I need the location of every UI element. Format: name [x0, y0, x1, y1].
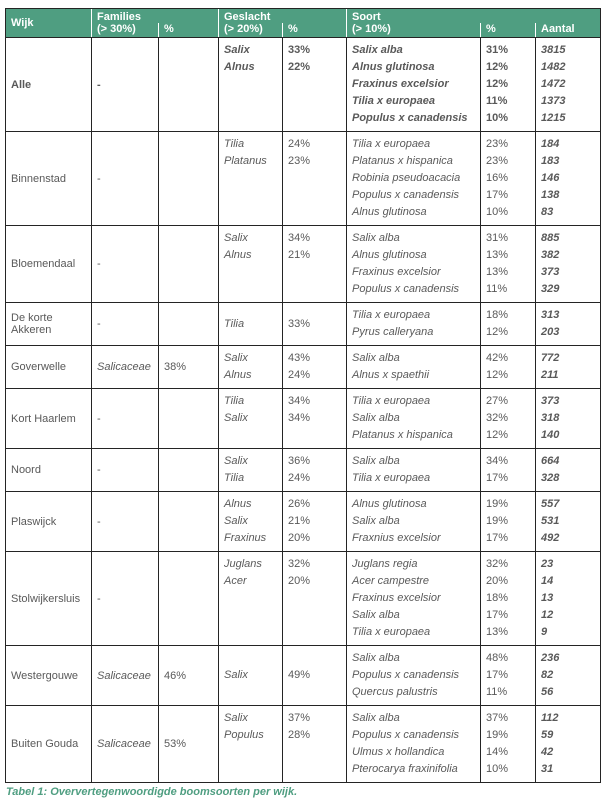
genus-pct-cell	[283, 345, 347, 388]
table-caption: Tabel 1: Oververtegenwoordigde boomsoorten per wijk.	[6, 786, 298, 798]
species-pct-cell	[481, 551, 536, 645]
wijk-cell: De korte Akkeren	[6, 302, 92, 345]
species-pct: 34%	[486, 455, 509, 467]
species-count: 203	[541, 326, 560, 338]
species-pct: 17%	[486, 189, 509, 201]
species-name: Tilia x europaea	[352, 626, 431, 638]
species-pct-cell	[481, 491, 536, 551]
genus-pct: 23%	[288, 155, 311, 167]
species-cell	[347, 225, 481, 302]
genus-pct-cell	[283, 448, 347, 491]
genus-pct: 24%	[288, 369, 311, 381]
species-pct: 10%	[486, 763, 509, 775]
wijk-cell: Binnenstad	[6, 131, 92, 225]
genus-cell	[219, 448, 283, 491]
species-pct: 19%	[486, 729, 509, 741]
species-count: 328	[541, 472, 560, 484]
species-count: 318	[541, 412, 560, 424]
species-name: Robinia pseudoacacia	[352, 172, 461, 184]
genus-pct: 26%	[288, 498, 311, 510]
species-pct: 10%	[486, 112, 509, 124]
aantal-cell	[536, 345, 600, 388]
family-pct-cell	[159, 225, 219, 302]
genus-pct-cell	[283, 705, 347, 782]
species-name: Platanus x hispanica	[352, 429, 453, 441]
species-name: Tilia x europaea	[352, 395, 431, 407]
genus-name: Tilia	[224, 395, 245, 407]
species-count: 373	[541, 266, 560, 278]
aantal-cell	[536, 37, 600, 131]
genus-pct-cell	[283, 131, 347, 225]
species-cell	[347, 448, 481, 491]
genus-name: Salix	[224, 455, 248, 467]
species-cell	[347, 345, 481, 388]
species-name: Fraxinus excelsior	[352, 266, 441, 278]
species-count: 140	[541, 429, 560, 441]
col-header-families: Families	[92, 9, 219, 23]
genus-pct-cell	[283, 225, 347, 302]
genus-pct: 49%	[288, 669, 311, 681]
species-count: 42	[541, 746, 554, 758]
species-count: 13	[541, 592, 554, 604]
table-row	[6, 37, 600, 131]
species-count: 313	[541, 309, 560, 321]
species-pct: 17%	[486, 609, 509, 621]
wijk-cell: Noord	[6, 448, 92, 491]
species-name: Salix alba	[352, 232, 400, 244]
genus-name: Tilia	[224, 138, 245, 150]
species-pct: 20%	[486, 575, 509, 587]
aantal-cell	[536, 131, 600, 225]
species-count: 664	[541, 455, 560, 467]
genus-name: Platanus	[224, 155, 267, 167]
table-row	[6, 645, 600, 705]
species-pct: 23%	[486, 138, 509, 150]
genus-name: Salix	[224, 712, 248, 724]
species-name: Salix alba	[352, 609, 400, 621]
genus-pct: 28%	[288, 729, 311, 741]
species-pct: 19%	[486, 498, 509, 510]
genus-pct: 37%	[288, 712, 311, 724]
species-pct: 18%	[486, 592, 509, 604]
genus-name: Acer	[224, 575, 247, 587]
genus-name: Salix	[224, 412, 248, 424]
genus-cell	[219, 225, 283, 302]
genus-pct-cell	[283, 551, 347, 645]
col-header-wijk: Wijk	[6, 9, 92, 37]
genus-name: Tilia	[224, 472, 245, 484]
species-name: Ulmus x hollandica	[352, 746, 445, 758]
species-cell	[347, 131, 481, 225]
species-pct-cell	[481, 345, 536, 388]
genus-cell	[219, 37, 283, 131]
species-name: Populus x canadensis	[352, 729, 460, 741]
species-pct: 19%	[486, 515, 509, 527]
table-header	[6, 9, 600, 37]
species-pct-cell	[481, 225, 536, 302]
species-count: 59	[541, 729, 554, 741]
species-cell	[347, 705, 481, 782]
genus-name: Tilia	[224, 317, 245, 330]
species-name: Juglans regia	[352, 558, 418, 570]
wijk-cell: Stolwijkersluis	[6, 551, 92, 645]
species-count: 83	[541, 206, 554, 218]
wijk-cell: Westergouwe	[6, 645, 92, 705]
species-pct: 10%	[486, 206, 509, 218]
species-pct: 17%	[486, 669, 509, 681]
species-count: 183	[541, 155, 560, 167]
species-count: 382	[541, 249, 560, 261]
species-pct: 12%	[486, 61, 509, 73]
species-pct-cell	[481, 131, 536, 225]
species-count: 82	[541, 669, 554, 681]
species-name: Populus x canadensis	[352, 112, 468, 124]
species-name: Salix alba	[352, 352, 400, 364]
family-pct-cell	[159, 551, 219, 645]
species-count: 531	[541, 515, 560, 527]
genus-pct: 21%	[288, 515, 311, 527]
species-pct: 37%	[486, 712, 509, 724]
species-count: 184	[541, 138, 560, 150]
species-pct: 32%	[486, 412, 509, 424]
species-pct: 11%	[486, 283, 508, 295]
species-pct: 12%	[486, 429, 509, 441]
species-pct: 32%	[486, 558, 509, 570]
species-name: Fraxnius excelsior	[352, 532, 441, 544]
species-count: 56	[541, 686, 554, 698]
genus-pct-cell	[283, 37, 347, 131]
family-cell: -	[92, 131, 159, 225]
genus-pct-cell	[283, 388, 347, 448]
species-name: Populus x canadensis	[352, 669, 460, 681]
aantal-cell	[536, 388, 600, 448]
species-count: 772	[541, 352, 560, 364]
species-count: 146	[541, 172, 560, 184]
species-name: Salix alba	[352, 412, 400, 424]
species-name: Alnus glutinosa	[352, 249, 427, 261]
genus-pct: 34%	[288, 395, 311, 407]
family-pct-cell: 53%	[159, 705, 219, 782]
species-pct: 31%	[486, 44, 509, 56]
wijk-cell: Kort Haarlem	[6, 388, 92, 448]
species-pct: 13%	[486, 249, 509, 261]
species-count: 31	[541, 763, 554, 775]
genus-name: Populus	[224, 729, 264, 741]
wijk-cell: Goverwelle	[6, 345, 92, 388]
col-subheader-geslacht-pct: %	[283, 23, 347, 37]
species-pct: 13%	[486, 626, 509, 638]
wijk-cell: Plaswijck	[6, 491, 92, 551]
col-subheader-soort-threshold: (> 10%)	[347, 23, 481, 37]
genus-pct: 33%	[288, 44, 311, 56]
table-body	[6, 37, 600, 782]
aantal-cell	[536, 645, 600, 705]
family-cell: -	[92, 225, 159, 302]
genus-cell	[219, 345, 283, 388]
tree-species-table	[5, 8, 601, 783]
col-subheader-families-threshold: (> 30%)	[92, 23, 159, 37]
species-name: Quercus palustris	[352, 686, 438, 698]
species-name: Tilia x europaea	[352, 138, 431, 150]
genus-cell	[219, 551, 283, 645]
genus-pct: 32%	[288, 558, 311, 570]
species-pct: 23%	[486, 155, 509, 167]
family-cell: Salicaceae	[92, 705, 159, 782]
wijk-cell: Buiten Gouda	[6, 705, 92, 782]
wijk-cell: Alle	[6, 37, 92, 131]
genus-name: Salix	[224, 232, 248, 244]
family-cell: Salicaceae	[92, 645, 159, 705]
family-pct-cell	[159, 448, 219, 491]
col-header-soort: Soort	[347, 9, 600, 23]
genus-cell	[219, 491, 283, 551]
genus-name: Alnus	[224, 249, 252, 261]
species-count: 557	[541, 498, 560, 510]
species-count: 236	[541, 652, 560, 664]
genus-name: Alnus	[224, 61, 255, 73]
table-row	[6, 302, 600, 345]
species-pct: 18%	[486, 309, 509, 321]
table-row	[6, 345, 600, 388]
species-count: 9	[541, 626, 548, 638]
family-cell: -	[92, 448, 159, 491]
species-count: 1373	[541, 95, 566, 107]
species-name: Salix alba	[352, 515, 400, 527]
family-cell: -	[92, 37, 159, 131]
species-count: 1482	[541, 61, 566, 73]
species-count: 12	[541, 609, 554, 621]
family-cell: -	[92, 302, 159, 345]
table-row	[6, 225, 600, 302]
species-count: 138	[541, 189, 560, 201]
species-name: Salix alba	[352, 44, 403, 56]
species-pct: 11%	[486, 95, 508, 107]
genus-pct: 34%	[288, 412, 311, 424]
family-pct-cell	[159, 131, 219, 225]
species-pct: 11%	[486, 686, 508, 698]
species-pct-cell	[481, 705, 536, 782]
aantal-cell	[536, 302, 600, 345]
species-name: Populus x canadensis	[352, 189, 460, 201]
genus-pct: 22%	[288, 61, 311, 73]
genus-cell	[219, 705, 283, 782]
species-count: 1215	[541, 112, 566, 124]
genus-pct-cell	[283, 645, 347, 705]
family-pct-cell: 38%	[159, 345, 219, 388]
genus-pct-cell	[283, 302, 347, 345]
table-row	[6, 131, 600, 225]
species-name: Alnus glutinosa	[352, 61, 435, 73]
species-count: 373	[541, 395, 560, 407]
genus-pct: 36%	[288, 455, 311, 467]
species-pct-cell	[481, 302, 536, 345]
table-row	[6, 491, 600, 551]
species-name: Acer campestre	[352, 575, 430, 587]
aantal-cell	[536, 448, 600, 491]
family-pct-cell	[159, 388, 219, 448]
genus-pct-cell	[283, 491, 347, 551]
species-name: Alnus glutinosa	[352, 498, 427, 510]
species-pct-cell	[481, 448, 536, 491]
family-pct-cell	[159, 491, 219, 551]
aantal-cell	[536, 705, 600, 782]
species-pct: 17%	[486, 472, 509, 484]
species-name: Tilia x europaea	[352, 95, 435, 107]
species-pct: 42%	[486, 352, 509, 364]
genus-pct: 21%	[288, 249, 311, 261]
family-pct-cell	[159, 37, 219, 131]
species-count: 1472	[541, 78, 566, 90]
species-name: Salix alba	[352, 712, 400, 724]
species-name: Pyrus calleryana	[352, 326, 434, 338]
aantal-cell	[536, 225, 600, 302]
species-name: Fraxinus excelsior	[352, 592, 441, 604]
species-pct: 12%	[486, 326, 509, 338]
genus-pct: 43%	[288, 352, 311, 364]
genus-name: Salix	[224, 669, 248, 681]
species-pct-cell	[481, 388, 536, 448]
genus-cell	[219, 302, 283, 345]
species-name: Alnus glutinosa	[352, 206, 427, 218]
species-name: Populus x canadensis	[352, 283, 460, 295]
species-name: Fraxinus excelsior	[352, 78, 449, 90]
genus-pct: 24%	[288, 472, 311, 484]
species-name: Alnus x spaethii	[352, 369, 430, 381]
species-count: 211	[541, 369, 559, 381]
species-cell	[347, 645, 481, 705]
species-pct: 48%	[486, 652, 509, 664]
genus-pct: 34%	[288, 232, 311, 244]
genus-name: Fraxinus	[224, 532, 267, 544]
genus-pct: 20%	[288, 532, 311, 544]
species-cell	[347, 551, 481, 645]
col-subheader-families-pct: %	[159, 23, 219, 37]
species-name: Tilia x europaea	[352, 309, 431, 321]
species-cell	[347, 37, 481, 131]
species-pct: 17%	[486, 532, 509, 544]
aantal-cell	[536, 551, 600, 645]
col-header-geslacht: Geslacht	[219, 9, 347, 23]
species-count: 112	[541, 712, 559, 724]
species-pct: 12%	[486, 78, 509, 90]
species-cell	[347, 388, 481, 448]
species-name: Salix alba	[352, 455, 400, 467]
species-name: Tilia x europaea	[352, 472, 431, 484]
genus-pct: 33%	[288, 317, 311, 330]
species-pct: 12%	[486, 369, 509, 381]
species-count: 3815	[541, 44, 566, 56]
species-pct: 27%	[486, 395, 509, 407]
family-cell: -	[92, 551, 159, 645]
genus-name: Salix	[224, 352, 248, 364]
table-row	[6, 448, 600, 491]
genus-name: Alnus	[224, 498, 252, 510]
genus-name: Salix	[224, 44, 250, 56]
species-pct: 16%	[486, 172, 509, 184]
table-row	[6, 388, 600, 448]
table-row	[6, 551, 600, 645]
wijk-cell: Bloemendaal	[6, 225, 92, 302]
col-subheader-aantal: Aantal	[536, 23, 600, 37]
species-count: 23	[541, 558, 554, 570]
col-subheader-geslacht-threshold: (> 20%)	[219, 23, 283, 37]
species-name: Platanus x hispanica	[352, 155, 453, 167]
species-count: 329	[541, 283, 560, 295]
family-pct-cell: 46%	[159, 645, 219, 705]
genus-cell	[219, 388, 283, 448]
species-pct: 31%	[486, 232, 509, 244]
family-pct-cell	[159, 302, 219, 345]
species-name: Pterocarya fraxinifolia	[352, 763, 458, 775]
species-count: 14	[541, 575, 554, 587]
family-cell: Salicaceae	[92, 345, 159, 388]
species-pct: 14%	[486, 746, 509, 758]
family-cell: -	[92, 388, 159, 448]
genus-pct: 20%	[288, 575, 311, 587]
species-pct-cell	[481, 645, 536, 705]
family-cell: -	[92, 491, 159, 551]
species-cell	[347, 302, 481, 345]
species-pct: 13%	[486, 266, 509, 278]
col-subheader-soort-pct: %	[481, 23, 536, 37]
aantal-cell	[536, 491, 600, 551]
species-cell	[347, 491, 481, 551]
table-row	[6, 705, 600, 782]
species-count: 492	[541, 532, 560, 544]
genus-pct: 24%	[288, 138, 311, 150]
genus-cell	[219, 131, 283, 225]
genus-cell	[219, 645, 283, 705]
species-name: Salix alba	[352, 652, 400, 664]
species-count: 885	[541, 232, 560, 244]
genus-name: Alnus	[224, 369, 252, 381]
species-pct-cell	[481, 37, 536, 131]
genus-name: Juglans	[224, 558, 262, 570]
genus-name: Salix	[224, 515, 248, 527]
